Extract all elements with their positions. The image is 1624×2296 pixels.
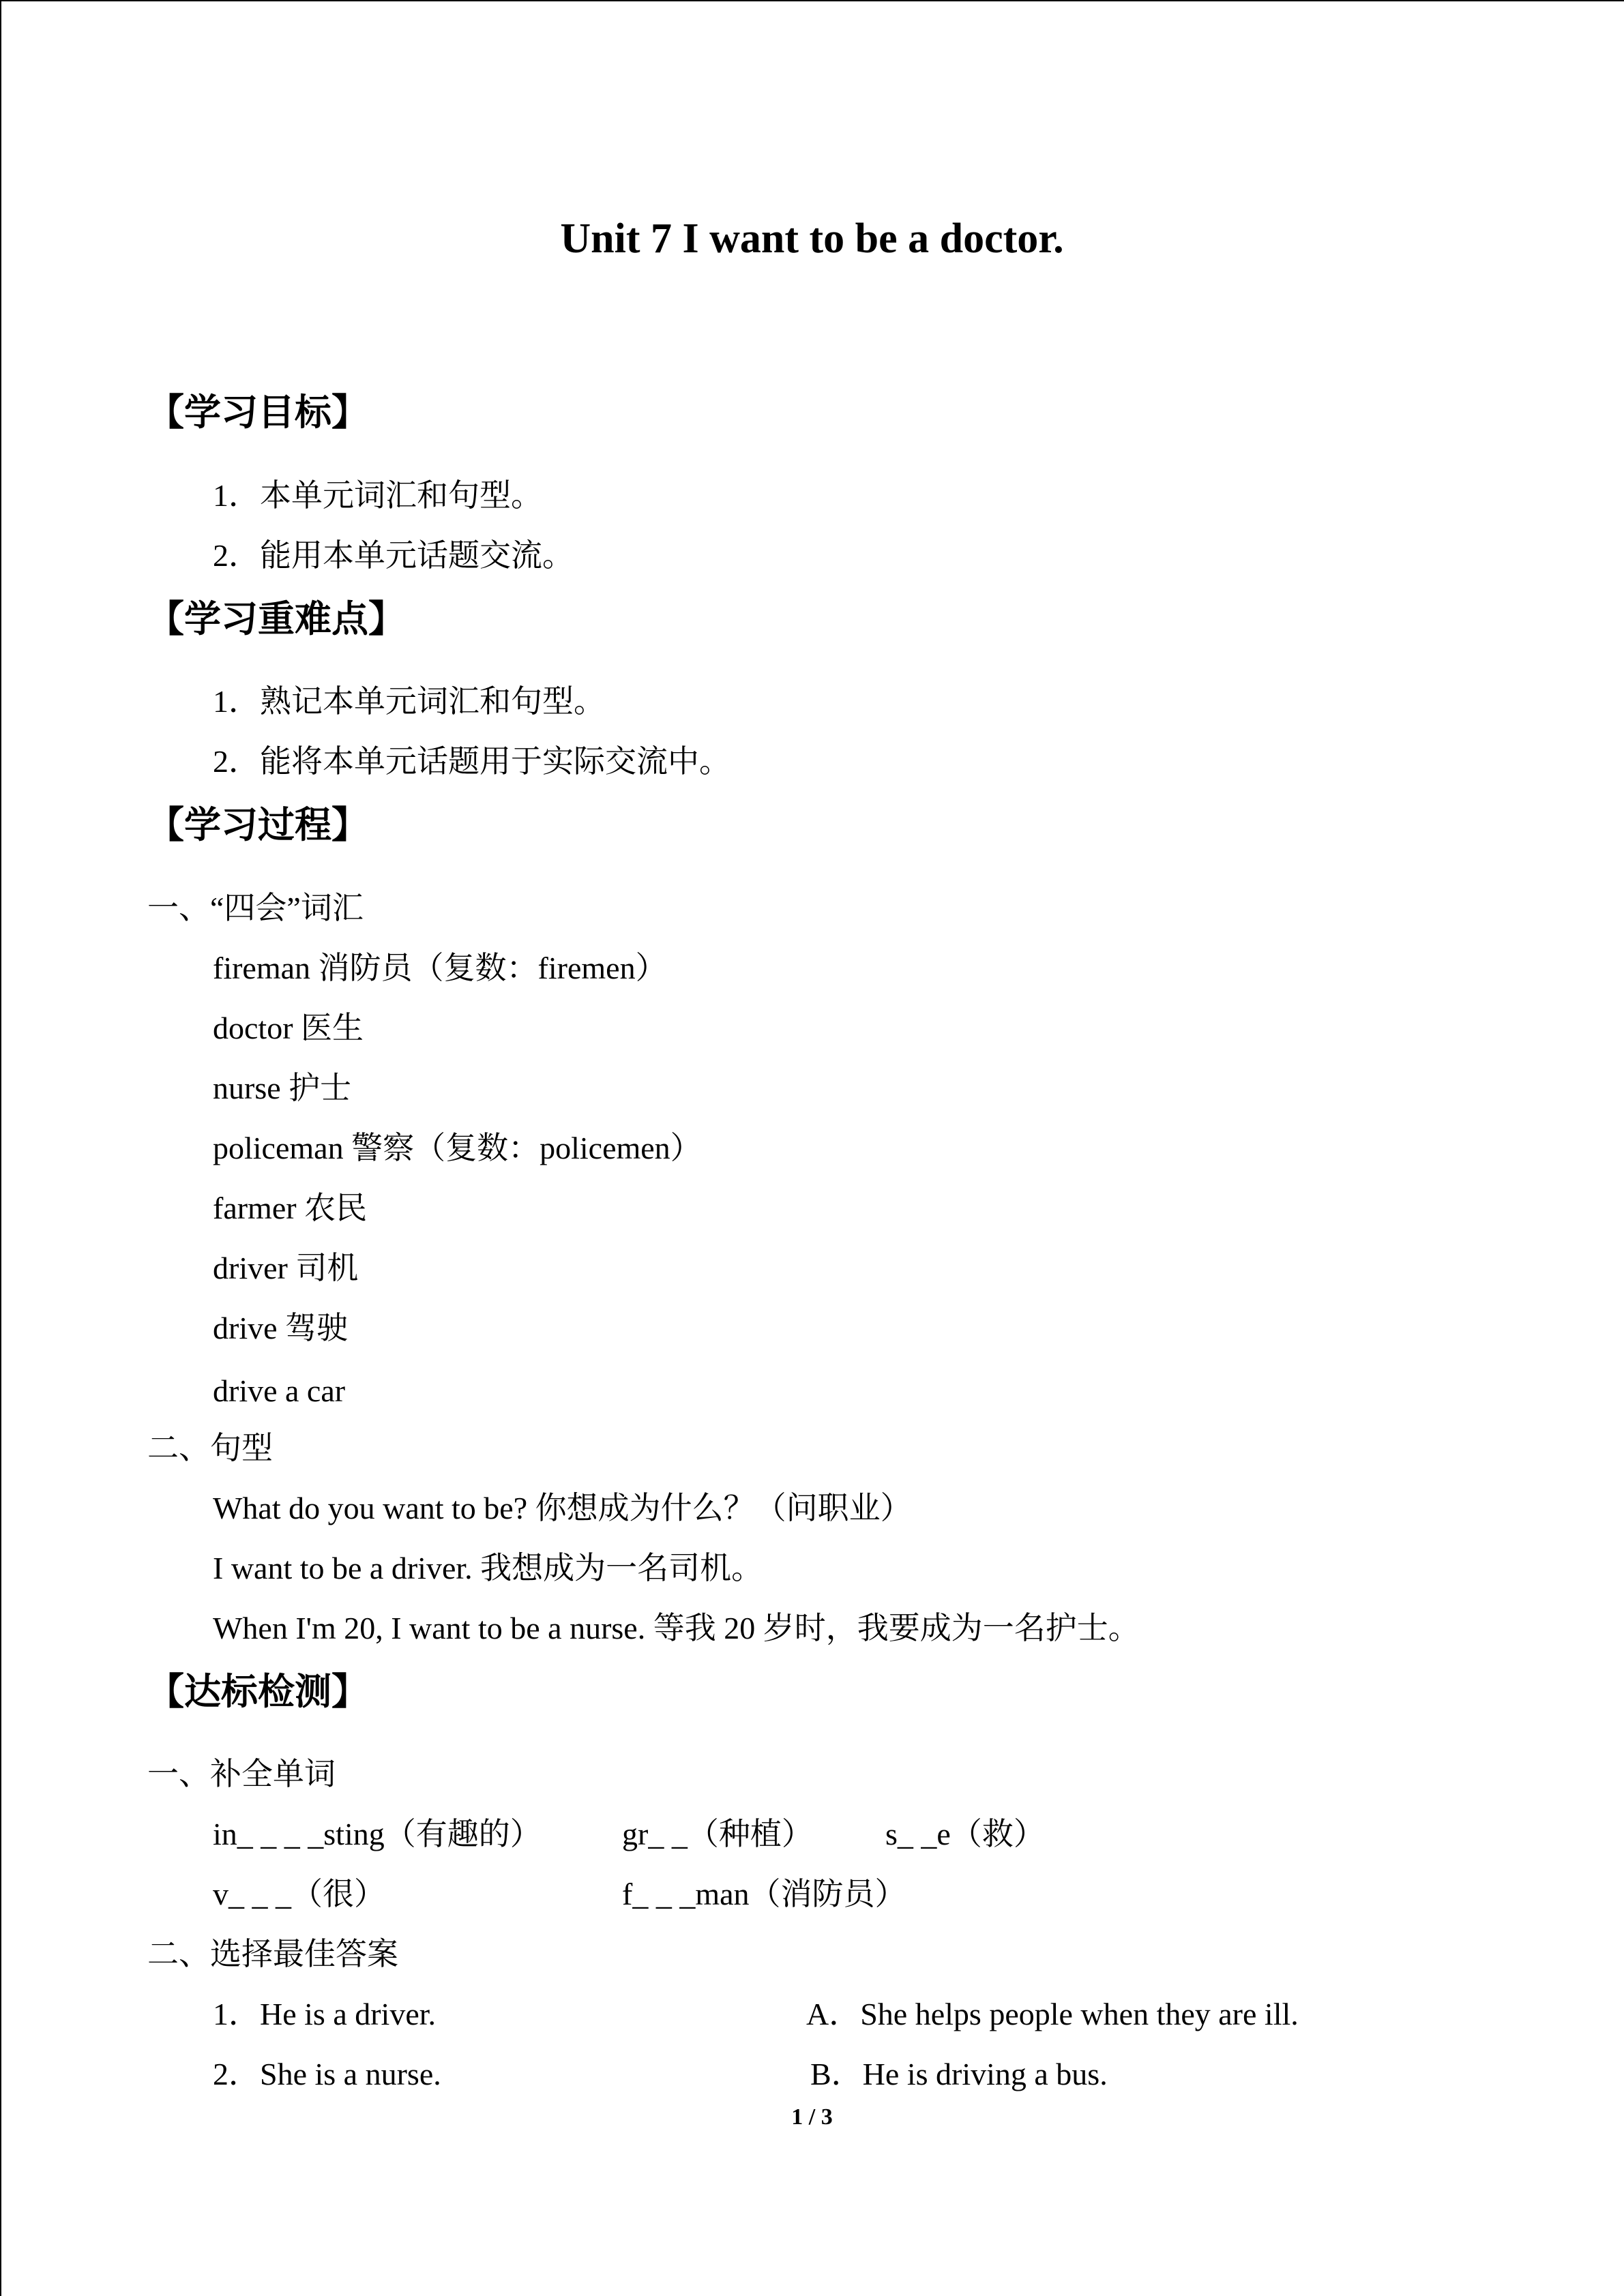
choice-question: 1．He is a driver. <box>213 1997 437 2031</box>
goal-item: 1．本单元词汇和句型。 <box>213 478 542 513</box>
vocab-heading: 一、“四会”词汇 <box>147 891 364 925</box>
goal-item: 2．能用本单元话题交流。 <box>213 538 574 573</box>
sentence-item: What do you want to be? 你想成为什么？（问职业） <box>213 1491 912 1525</box>
sentences-heading: 二、句型 <box>147 1431 273 1465</box>
section-heading-process: 【学习过程】 <box>147 803 368 846</box>
vocab-item: drive a car <box>213 1373 346 1408</box>
fill-heading: 一、补全单词 <box>147 1757 336 1791</box>
fill-item: in_ _ _ _sting（有趣的） <box>213 1817 542 1851</box>
sentence-item: When I'm 20, I want to be a nurse. 等我 20 岁时，我要成为一名护士。 <box>213 1611 1140 1645</box>
key-point-item: 1．熟记本单元词汇和句型。 <box>213 684 605 719</box>
key-point-item: 2．能将本单元话题用于实际交流中。 <box>213 744 730 779</box>
vocab-item: drive 驾驶 <box>213 1311 349 1345</box>
fill-item: v_ _ _（很） <box>213 1877 385 1911</box>
vocab-item: fireman 消防员（复数：firemen） <box>213 951 667 985</box>
fill-item: s_ _e（救） <box>885 1817 1045 1851</box>
fill-item: gr_ _（种植） <box>622 1817 813 1851</box>
section-heading-test: 【达标检测】 <box>147 1670 368 1713</box>
vocab-item: doctor 医生 <box>213 1011 364 1045</box>
vocab-item: driver 司机 <box>213 1251 359 1285</box>
section-heading-goals: 【学习目标】 <box>147 391 368 434</box>
choice-heading: 二、选择最佳答案 <box>147 1937 398 1971</box>
vocab-item: policeman 警察（复数：policemen） <box>213 1131 702 1165</box>
fill-item: f_ _ _man（消防员） <box>622 1877 906 1911</box>
vocab-item: farmer 农民 <box>213 1191 368 1225</box>
choice-answer: A．She helps people when they are ill. <box>806 1997 1299 2031</box>
sentence-item: I want to be a driver. 我想成为一名司机。 <box>213 1551 763 1585</box>
choice-question: 2．She is a nurse. <box>213 2057 441 2091</box>
document-title: Unit 7 I want to be a doctor. <box>560 215 1064 262</box>
section-heading-key-points: 【学习重难点】 <box>147 597 405 640</box>
vocab-item: nurse 护士 <box>213 1071 352 1105</box>
choice-answer: B．He is driving a bus. <box>810 2057 1108 2091</box>
page-number: 1 / 3 <box>791 2104 833 2130</box>
